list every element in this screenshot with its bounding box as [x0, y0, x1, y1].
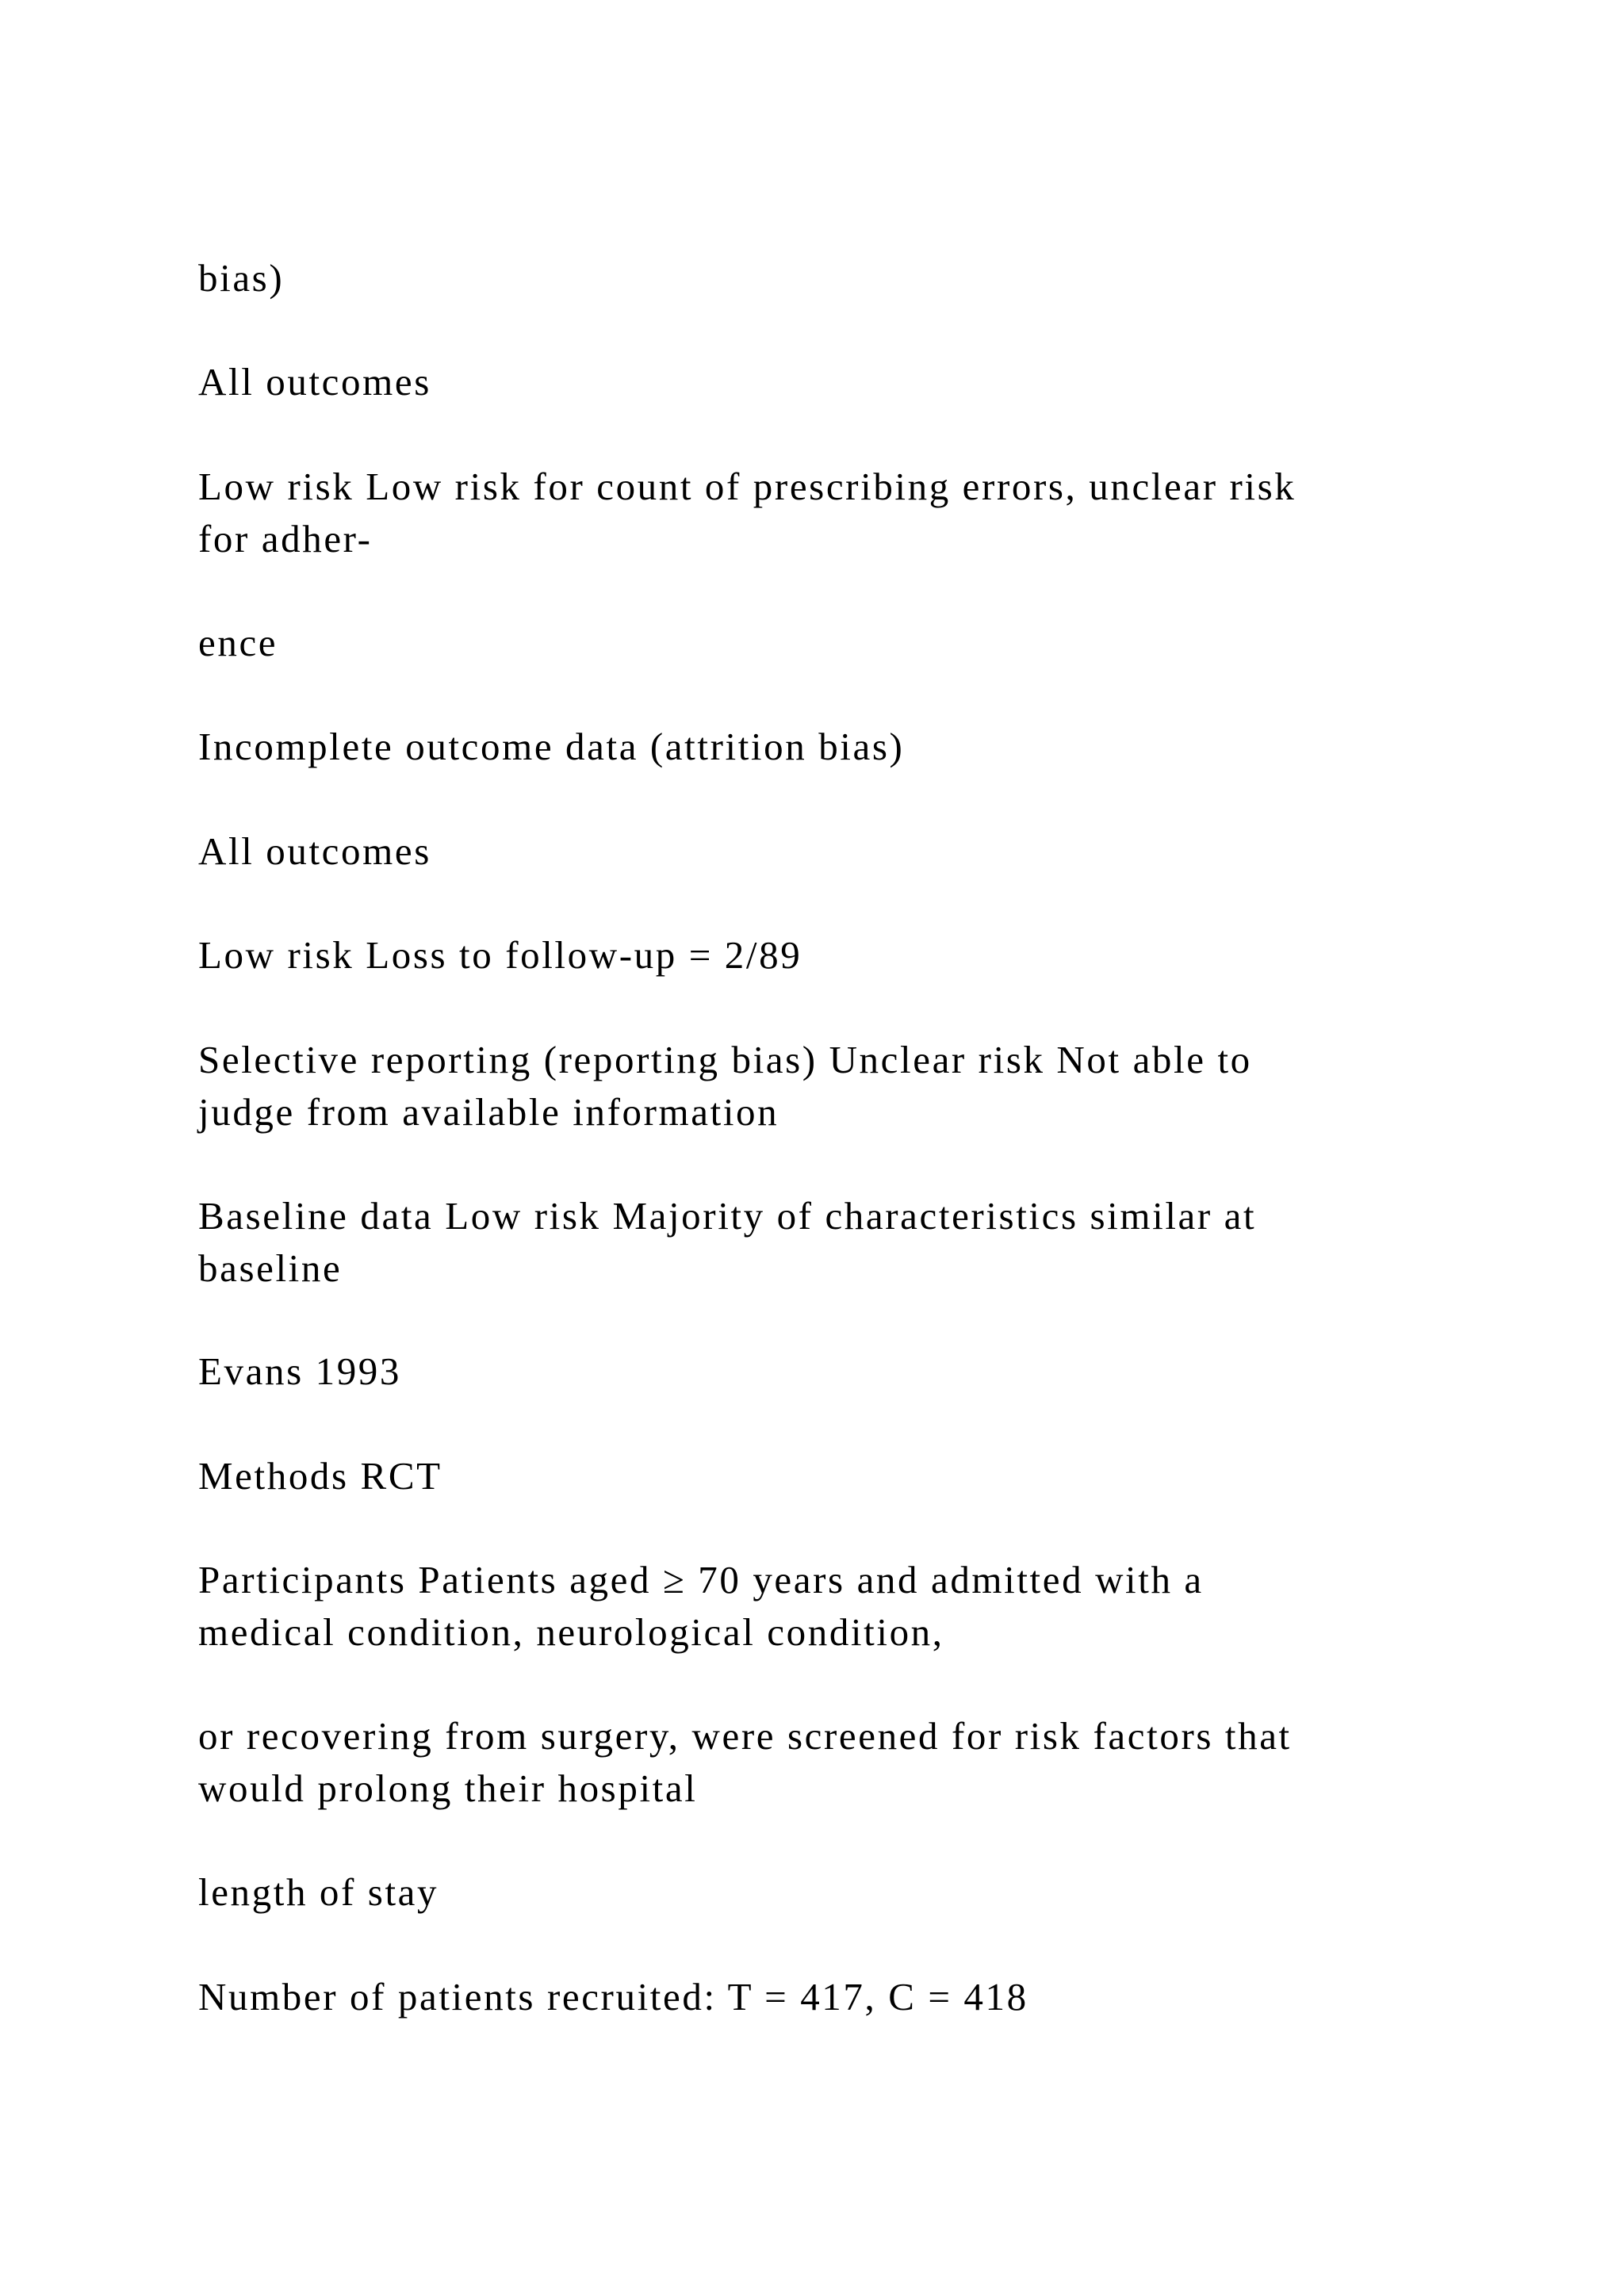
paragraph-14: length of stay [198, 1870, 439, 1914]
paragraph-15: Number of patients recruited: T = 417, C = 418 [198, 1975, 1028, 2019]
paragraph-5: Incomplete outcome data (attrition bias) [198, 725, 905, 768]
paragraph-12: Participants Patients aged ≥ 70 years and admitted with a medical condition, neurological condition, [198, 1558, 1204, 1654]
paragraph-4: ence [198, 621, 278, 664]
paragraph-11: Methods RCT [198, 1454, 442, 1498]
paragraph-6: All outcomes [198, 829, 431, 873]
paragraph-7: Low risk Loss to follow-up = 2/89 [198, 933, 802, 977]
paragraph-13: or recovering from surgery, were screened for risk factors that would prolong their hospital [198, 1714, 1292, 1810]
paragraph-1: bias) [198, 256, 285, 300]
paragraph-2: All outcomes [198, 360, 431, 404]
paragraph-10: Evans 1993 [198, 1349, 401, 1393]
paragraph-9: Baseline data Low risk Majority of characteristics similar at baseline [198, 1194, 1257, 1290]
paragraph-3: Low risk Low risk for count of prescribing errors, unclear risk for adher- [198, 465, 1297, 561]
paragraph-8: Selective reporting (reporting bias) Unclear risk Not able to judge from available information [198, 1038, 1252, 1134]
